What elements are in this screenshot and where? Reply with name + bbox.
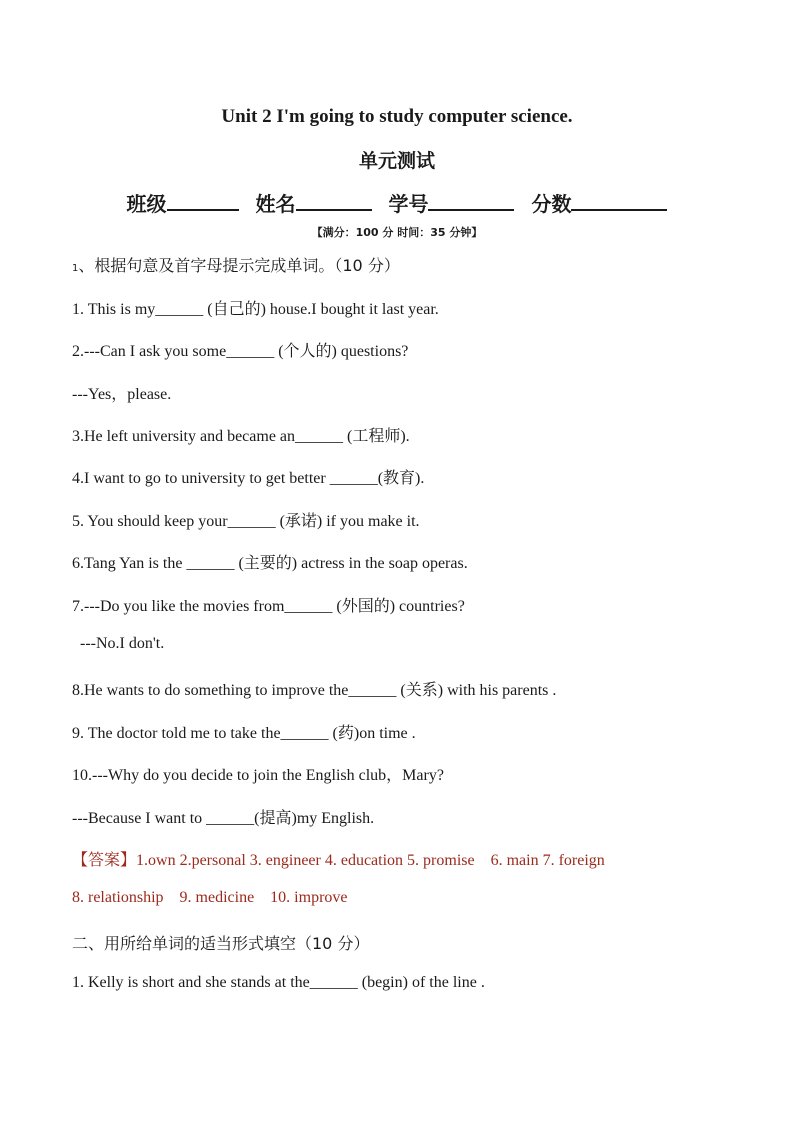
question-line: 8.He wants to do something to improve the______ (关系) with his parents . <box>72 682 557 699</box>
score-field[interactable] <box>531 188 667 217</box>
question-line: 1. This is my______ (自己的) house.I bought it last year. <box>72 301 439 318</box>
section-1-number: 1 <box>72 263 79 274</box>
answer-tag: 【答案】 <box>72 850 137 869</box>
question-line: 3.He left university and became an______ (工程师). <box>72 428 410 445</box>
name-label: 姓名 <box>255 192 296 216</box>
student-id-field[interactable] <box>388 188 514 217</box>
question-line: 2.---Can I ask you some______ (个人的) questions? <box>72 343 409 360</box>
class-blank[interactable] <box>167 189 239 211</box>
question-line: ---No.I don't. <box>72 635 165 652</box>
answer-text-1: 1.own 2.personal 3. engineer 4. education 5. promise 6. main 7. foreign <box>136 852 605 869</box>
student-id-blank[interactable] <box>428 189 514 211</box>
question-line: 7.---Do you like the movies from______ (外国的) countries? <box>72 598 465 615</box>
question-line: 1. Kelly is short and she stands at the______ (begin) of the line . <box>72 974 485 991</box>
exam-meta: 【满分：100 分 时间：35 分钟】 <box>311 226 483 239</box>
question-line: ---Yes，please. <box>72 386 172 403</box>
section-1-heading <box>72 253 400 276</box>
score-label: 分数 <box>531 192 572 216</box>
question-line: 9. The doctor told me to take the______ (药)on time . <box>72 725 416 742</box>
question-line: 6.Tang Yan is the ______ (主要的) actress in the soap operas. <box>72 555 468 572</box>
section-2-heading: 二、用所给单词的适当形式填空（10 分） <box>72 934 370 953</box>
answer-key-line-1 <box>72 847 605 870</box>
class-field[interactable] <box>127 188 239 217</box>
question-line: ---Because I want to ______(提高)my English. <box>72 810 375 827</box>
page-subtitle: 单元测试 <box>358 150 435 172</box>
question-line: 10.---Why do you decide to join the English club，Mary? <box>72 767 444 784</box>
answer-key-line-2: 8. relationship 9. medicine 10. improve <box>72 889 348 906</box>
student-id-label: 学号 <box>388 192 429 216</box>
question-line: 4.I want to go to university to get better ______(教育). <box>72 470 425 487</box>
name-field[interactable] <box>256 188 372 217</box>
name-blank[interactable] <box>296 189 372 211</box>
section-1-title: 、根据句意及首字母提示完成单词。（10 分） <box>78 256 400 275</box>
student-info-row <box>0 188 794 217</box>
page-title: Unit 2 I'm going to study computer science. <box>221 106 573 127</box>
class-label: 班级 <box>126 192 167 216</box>
score-blank[interactable] <box>571 189 667 211</box>
question-line: 5. You should keep your______ (承诺) if you make it. <box>72 513 420 530</box>
